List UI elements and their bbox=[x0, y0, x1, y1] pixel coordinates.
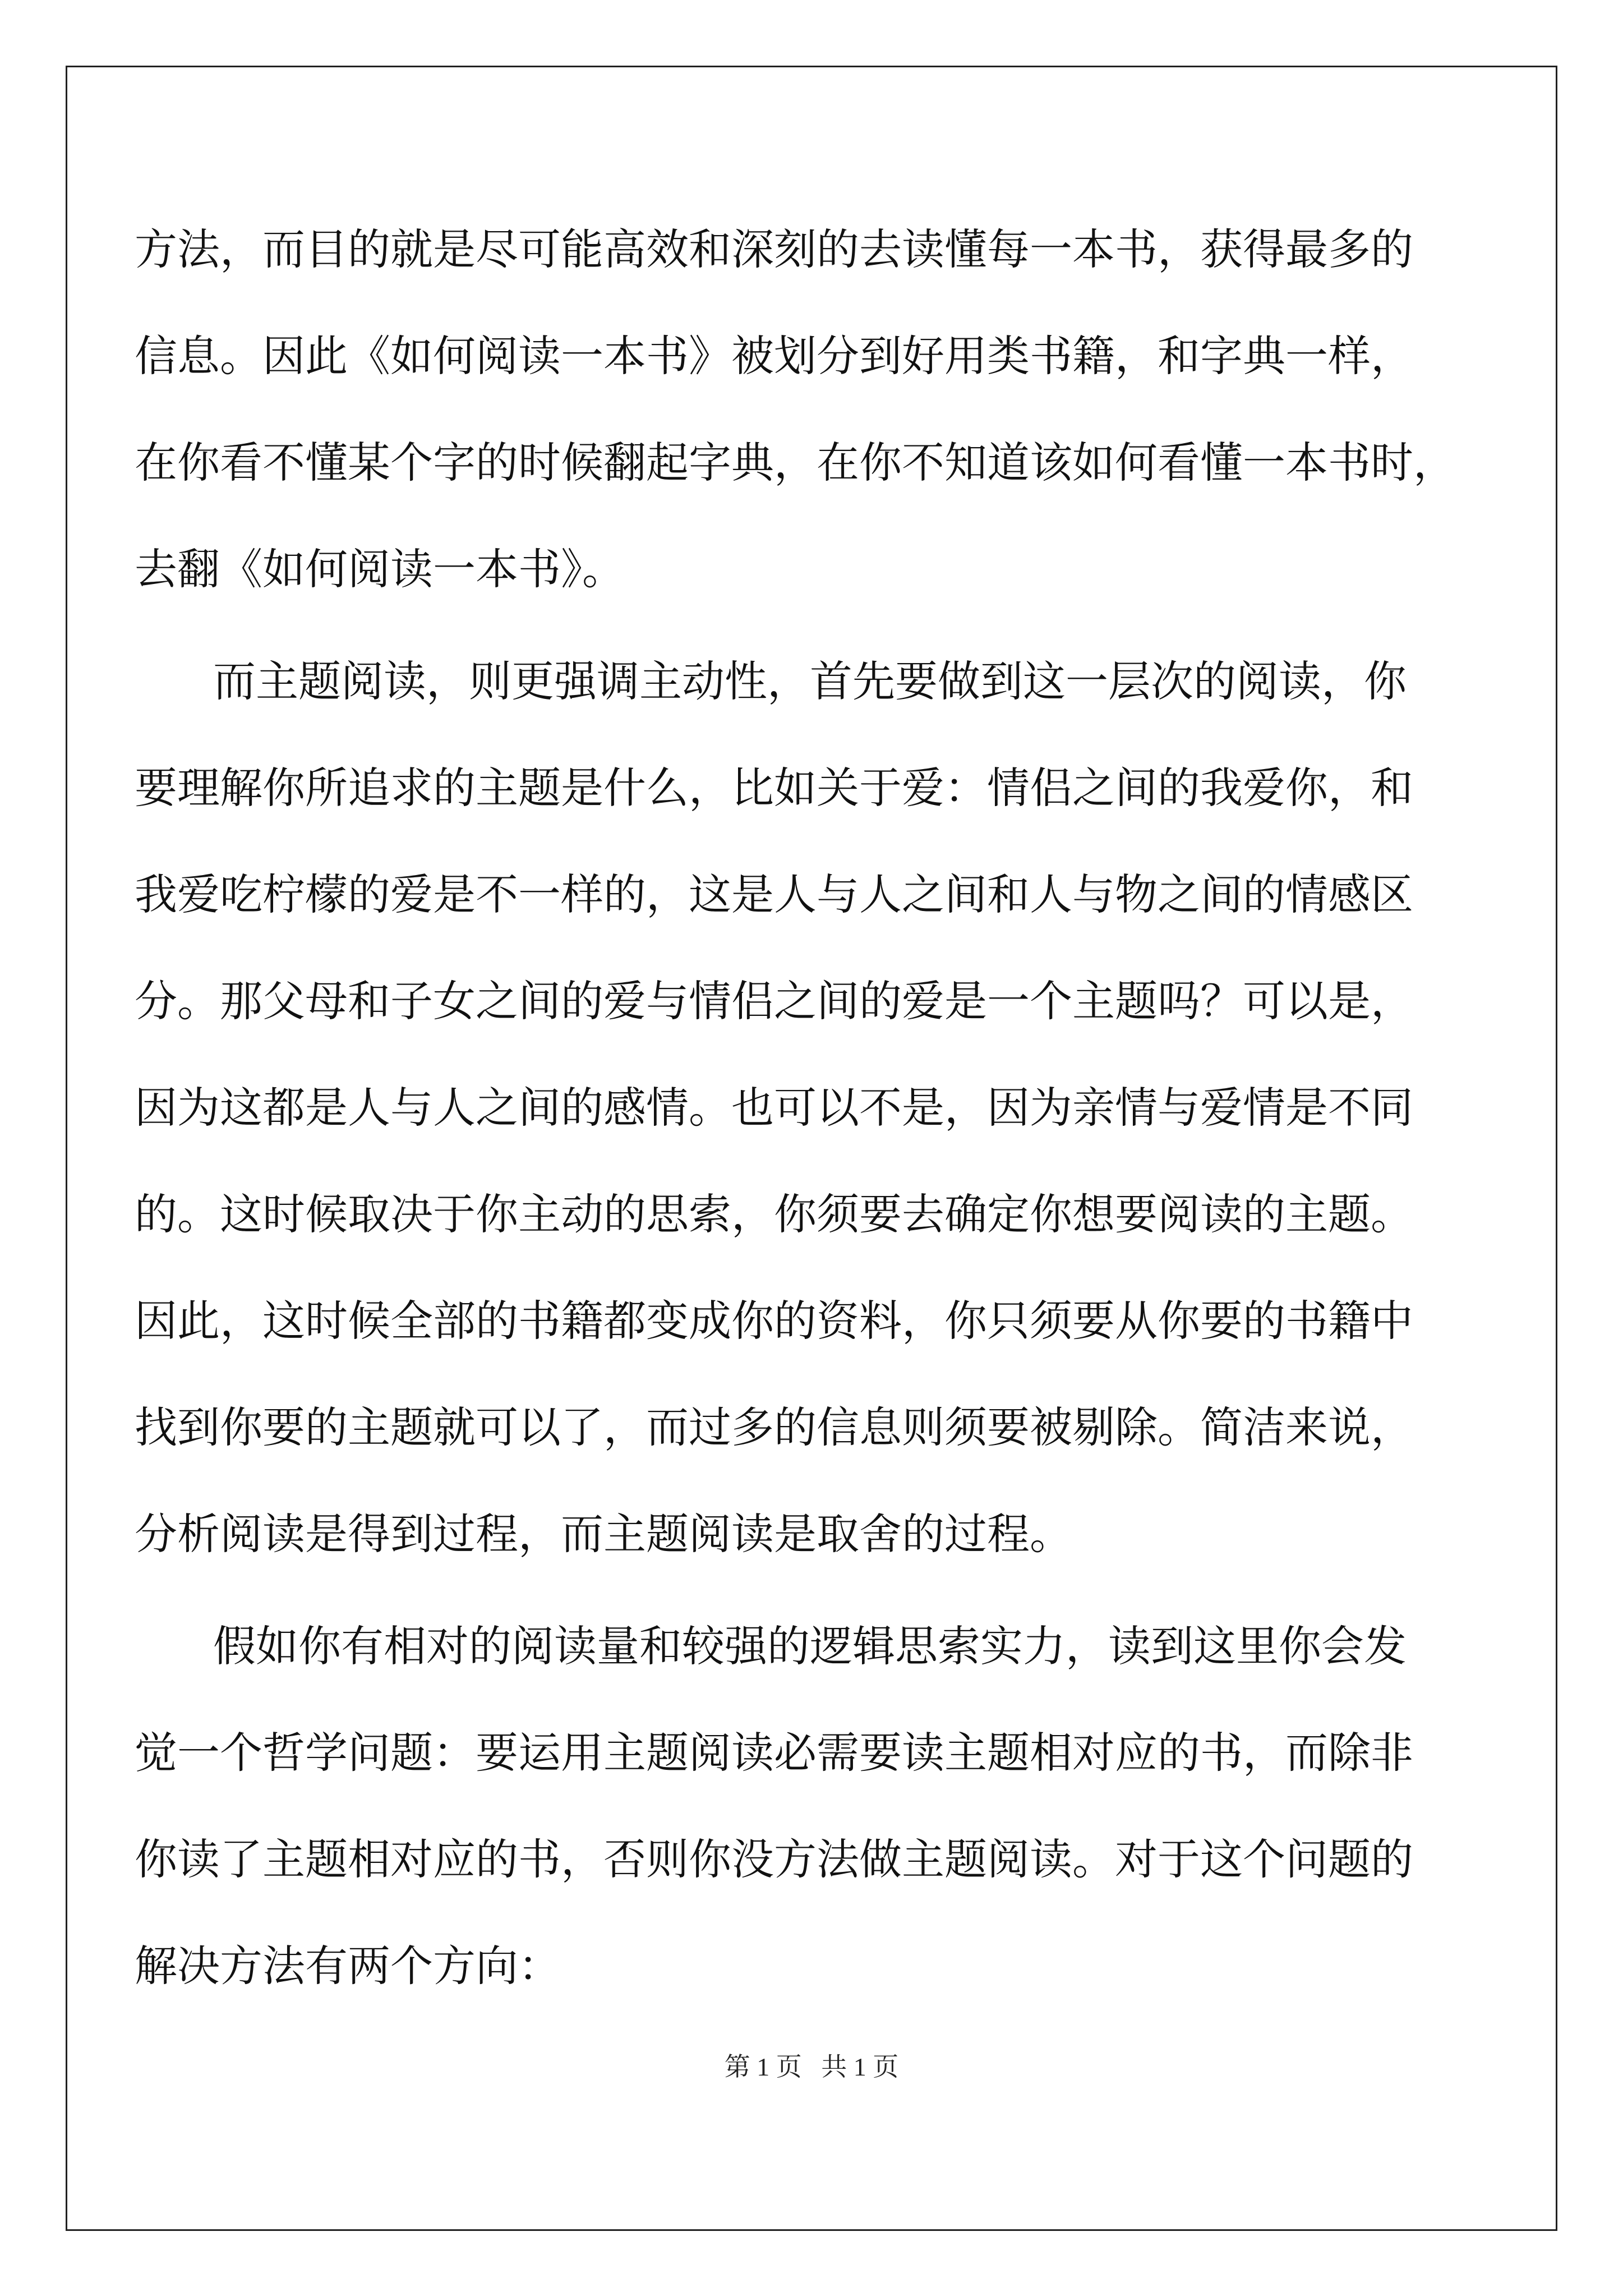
paragraph-3-line-2: 觉一个哲学问题：要运用主题阅读必需要读主题相对应的书，而除非 bbox=[135, 1728, 1413, 1778]
paragraph-3-line-1: 假如你有相对的阅读量和较强的逻辑思索实力，读到这里你会发 bbox=[213, 1621, 1407, 1671]
paragraph-2-line-7: 因此，这时候全部的书籍都变成你的资料，你只须要从你要的书籍中 bbox=[135, 1296, 1413, 1346]
paragraph-2-line-3: 我爱吃柠檬的爱是不一样的，这是人与人之间和人与物之间的情感区 bbox=[135, 869, 1413, 919]
paragraph-3-line-3: 你读了主题相对应的书，否则你没方法做主题阅读。对于这个问题的 bbox=[135, 1834, 1413, 1884]
paragraph-1-line-3: 在你看不懂某个字的时候翻起字典，在你不知道该如何看懂一本书时， bbox=[135, 438, 1456, 487]
paragraph-2-line-6: 的。这时候取决于你主动的思索，你须要去确定你想要阅读的主题。 bbox=[135, 1189, 1413, 1239]
paragraph-2-line-9: 分析阅读是得到过程，而主题阅读是取舍的过程。 bbox=[135, 1509, 1072, 1559]
paragraph-2-line-2: 要理解你所追求的主题是什么，比如关于爱：情侣之间的我爱你，和 bbox=[135, 763, 1413, 813]
page-footer bbox=[0, 2050, 1623, 2084]
page-border bbox=[66, 66, 1557, 2231]
footer-gap bbox=[802, 2053, 822, 2081]
paragraph-2-line-5: 因为这都是人与人之间的感情。也可以不是，因为亲情与爱情是不同 bbox=[135, 1083, 1413, 1133]
page-number: 第 1 页 bbox=[724, 2053, 802, 2081]
paragraph-1-line-1: 方法，而目的就是尽可能高效和深刻的去读懂每一本书，获得最多的 bbox=[135, 224, 1413, 274]
paragraph-3-line-4: 解决方法有两个方向： bbox=[135, 1941, 561, 1991]
paragraph-1-line-4: 去翻《如何阅读一本书》。 bbox=[135, 544, 625, 594]
paragraph-1-line-2: 信息。因此《如何阅读一本书》被划分到好用类书籍，和字典一样， bbox=[135, 331, 1413, 381]
page-total: 共 1 页 bbox=[821, 2053, 899, 2081]
paragraph-2-line-8: 找到你要的主题就可以了，而过多的信息则须要被剔除。简洁来说， bbox=[135, 1402, 1413, 1452]
paragraph-2-line-1: 而主题阅读，则更强调主动性，首先要做到这一层次的阅读，你 bbox=[213, 656, 1407, 706]
paragraph-2-line-4: 分。那父母和子女之间的爱与情侣之间的爱是一个主题吗？可以是， bbox=[135, 976, 1413, 1026]
